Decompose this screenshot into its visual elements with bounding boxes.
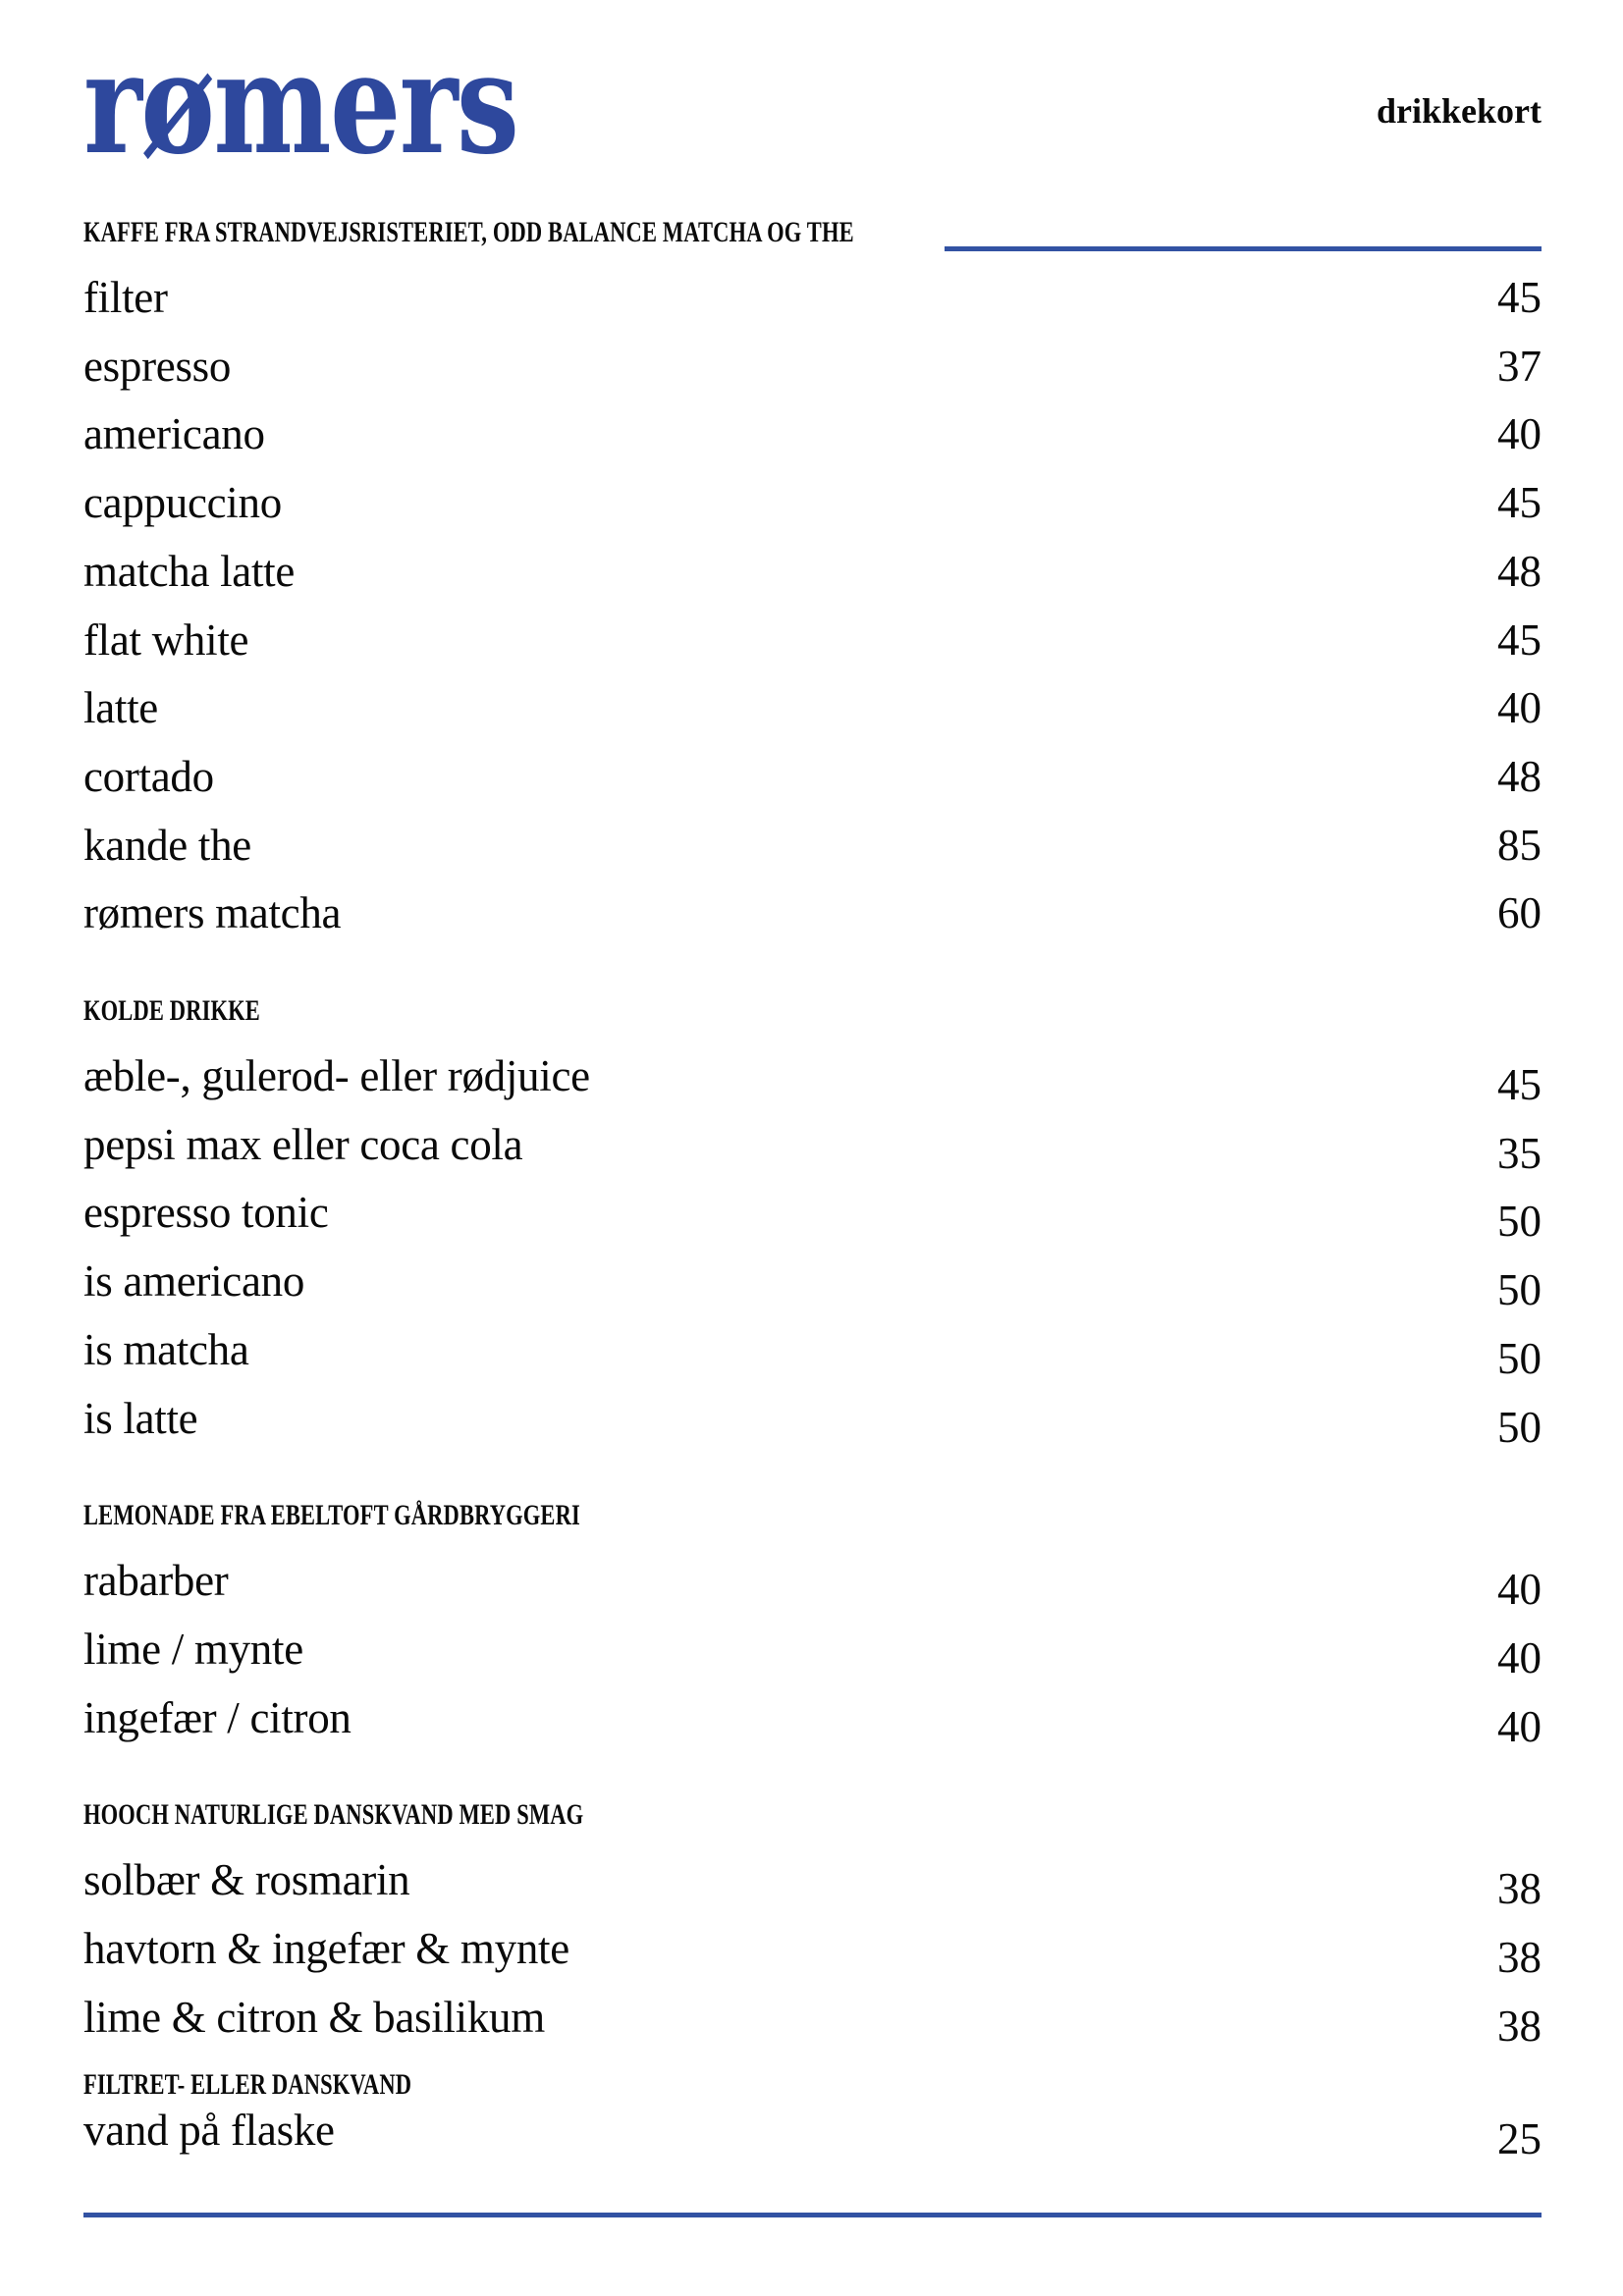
menu-item-price: 45 — [1497, 478, 1542, 528]
menu-item-name: latte — [83, 683, 158, 733]
menu-item-name: lime & citron & basilikum — [83, 1992, 545, 2042]
brand-logo: rømers — [83, 23, 518, 186]
menu-item-name: pepsi max eller coca cola — [83, 1119, 523, 1169]
menu-section — [83, 1501, 1542, 1752]
menu-item-row — [83, 1316, 1542, 1385]
menu-item-row — [83, 1111, 1542, 1180]
menu-item-row — [83, 1616, 1542, 1684]
section-header-rule — [945, 246, 1542, 251]
menu-item-price: 40 — [1497, 409, 1542, 459]
menu-item-price: 38 — [1497, 1864, 1542, 1914]
menu-item-price: 50 — [1497, 1402, 1542, 1452]
menu-item-row — [83, 469, 1542, 538]
menu-item-price: 50 — [1497, 1265, 1542, 1315]
menu-item-price: 40 — [1497, 683, 1542, 733]
menu-item-name: æble-, gulerod- eller rødjuice — [83, 1051, 590, 1101]
menu-item-row — [83, 1248, 1542, 1316]
menu-section — [83, 1800, 1542, 2052]
menu-item-name: vand på flaske — [83, 2106, 335, 2156]
section-header — [83, 1501, 1542, 1530]
menu-item-row — [83, 1042, 1542, 1111]
section-header-label: LEMONADE FRA EBELTOFT GÅRDBRYGGERI — [83, 1499, 580, 1532]
menu-item-row — [83, 538, 1542, 607]
menu-item-name: is matcha — [83, 1324, 249, 1374]
menu-item-row — [83, 1179, 1542, 1248]
menu-item-price: 35 — [1497, 1128, 1542, 1178]
section-header-label: KOLDE DRIKKE — [83, 994, 260, 1028]
menu-item-price: 85 — [1497, 820, 1542, 870]
menu-item-row — [83, 812, 1542, 881]
menu-item-row — [83, 1846, 1542, 1915]
menu-item-row — [83, 1385, 1542, 1454]
section-header-label: FILTRET- ELLER DANSKVAND — [83, 2068, 412, 2102]
menu-item-row — [83, 333, 1542, 401]
menu-item-row — [83, 880, 1542, 948]
section-header-label: KAFFE FRA STRANDVEJSRISTERIET, ODD BALANCE MATCHA OG THE — [83, 216, 854, 248]
menu-item-row — [83, 1547, 1542, 1616]
menu-item-name: havtorn & ingefær & mynte — [83, 1924, 569, 1974]
section-rows — [83, 1846, 1542, 2052]
bottom-divider — [83, 2213, 1542, 2217]
section-rows — [83, 264, 1542, 948]
menu-section — [83, 2070, 1542, 2165]
section-rows — [83, 1042, 1542, 1453]
menu-item-price: 40 — [1497, 1701, 1542, 1751]
menu-item-name: kande the — [83, 820, 251, 870]
section-rows — [83, 2097, 1542, 2165]
menu-item-name: americano — [83, 409, 265, 459]
menu-item-name: espresso — [83, 341, 232, 391]
menu-item-price: 48 — [1497, 546, 1542, 596]
menu-item-name: filter — [83, 273, 168, 322]
menu-item-row — [83, 264, 1542, 333]
menu-item-price: 48 — [1497, 751, 1542, 801]
menu-item-name: matcha latte — [83, 546, 296, 596]
menu-item-name: solbær & rosmarin — [83, 1855, 410, 1905]
section-header — [83, 2070, 1542, 2100]
menu-item-name: cortado — [83, 751, 214, 801]
menu-item-price: 45 — [1497, 273, 1542, 322]
menu-item-price: 38 — [1497, 2001, 1542, 2051]
menu-item-price: 45 — [1497, 1060, 1542, 1110]
menu-section — [83, 996, 1542, 1453]
menu-item-row — [83, 674, 1542, 743]
masthead — [83, 0, 1542, 218]
menu-item-price: 37 — [1497, 341, 1542, 391]
menu-item-price: 45 — [1497, 614, 1542, 665]
menu-item-name: is latte — [83, 1393, 198, 1443]
section-header — [83, 218, 1542, 247]
menu-item-name: is americano — [83, 1256, 305, 1307]
menu-item-name: ingefær / citron — [83, 1692, 352, 1742]
menu-item-row — [83, 743, 1542, 812]
menu-item-row — [83, 1984, 1542, 2053]
menu-item-row — [83, 607, 1542, 675]
document-title: drikkekort — [1376, 91, 1542, 131]
section-rows — [83, 1547, 1542, 1752]
menu-item-name: rømers matcha — [83, 888, 342, 938]
menu-item-name: rabarber — [83, 1556, 229, 1606]
menu-item-price: 60 — [1497, 888, 1542, 938]
menu-item-price: 50 — [1497, 1197, 1542, 1247]
section-header — [83, 996, 1542, 1026]
menu-item-row — [83, 400, 1542, 469]
menu-item-row — [83, 1915, 1542, 1984]
menu-item-name: flat white — [83, 614, 249, 665]
menu-item-price: 50 — [1497, 1333, 1542, 1383]
menu-sections — [83, 218, 1542, 2165]
section-header — [83, 1800, 1542, 1830]
menu-item-row — [83, 1684, 1542, 1753]
menu-item-row — [83, 2097, 1542, 2165]
menu-item-name: lime / mynte — [83, 1624, 303, 1674]
menu-item-price: 38 — [1497, 1933, 1542, 1983]
menu-section — [83, 218, 1542, 948]
menu-item-price: 40 — [1497, 1565, 1542, 1615]
menu-item-name: cappuccino — [83, 478, 282, 528]
menu-item-name: espresso tonic — [83, 1188, 329, 1238]
section-header-label: HOOCH NATURLIGE DANSKVAND MED SMAG — [83, 1798, 584, 1832]
menu-item-price: 25 — [1497, 2114, 1542, 2164]
menu-item-price: 40 — [1497, 1632, 1542, 1682]
